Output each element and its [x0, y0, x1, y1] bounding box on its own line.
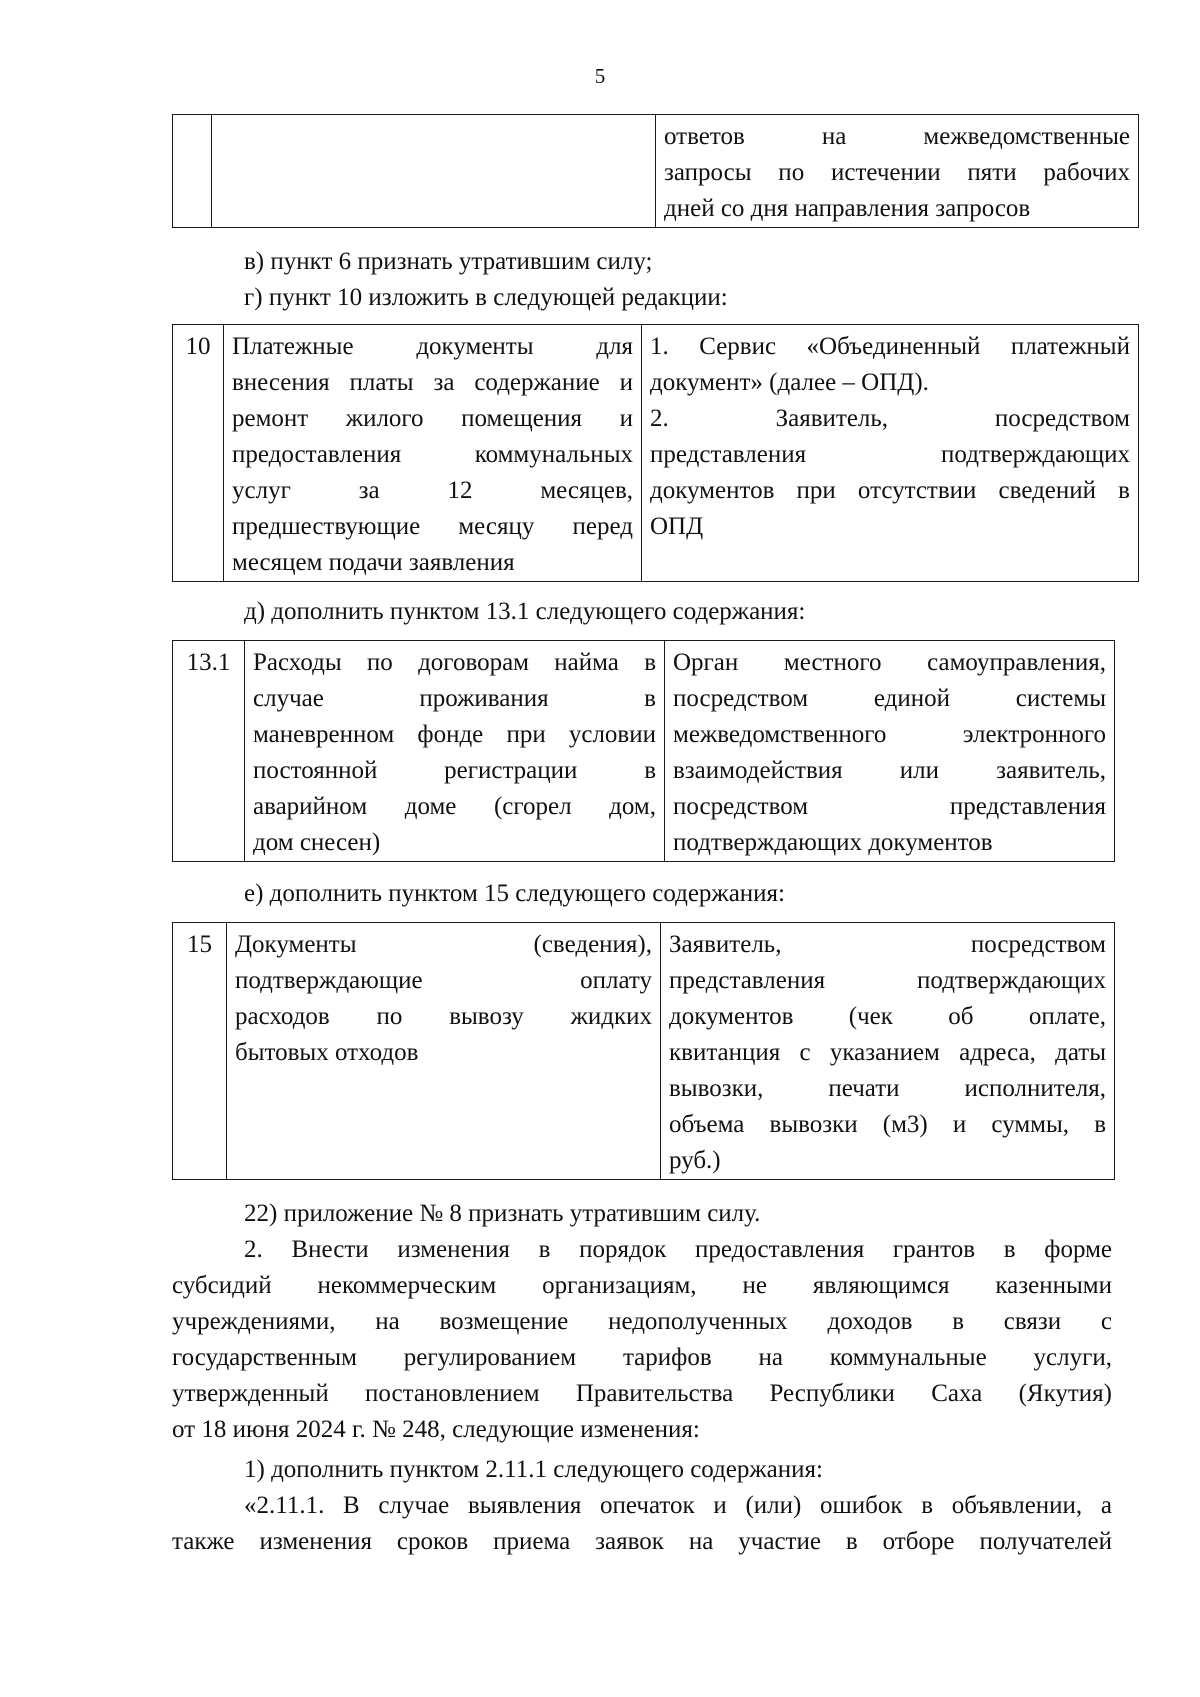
item-source-cell: Орган местного самоуправления, посредством единой системы межведомственного электронного взаимодействия или заявитель, посредством представления подтверждающих документов: [665, 641, 1115, 862]
item-document-cell: Расходы по договорам найма в случае проживания в маневренном фонде при условии постоянной регистрации в аварийном доме (сгорел дом, дом снесен): [245, 641, 665, 862]
item-number: 15: [173, 923, 227, 1180]
paragraph-d: д) дополнить пунктом 13.1 следующего содержания:: [244, 598, 806, 625]
paragraph-1: 1) дополнить пунктом 2.11.1 следующего содержания:: [244, 1456, 823, 1483]
item-source-cell: 1. Сервис «Объединенный платежный документ» (далее – ОПД). 2. Заявитель, посредством представления подтверждающих документов при отсутствии сведений в ОПД: [642, 325, 1139, 582]
table-item-13-1: [172, 640, 1115, 862]
table-cell-source: ответов на межведомственные запросы по истечении пяти рабочих дней со дня направления запросов: [656, 115, 1139, 228]
page-number: 5: [594, 64, 606, 88]
paragraph-2-11-1: «2.11.1. В случае выявления опечаток и (или) ошибок в объявлении, а также изменения сроков приема заявок на участие в отборе получателей: [172, 1492, 1112, 1555]
table-cell-document: [212, 115, 656, 228]
paragraph-e: е) дополнить пунктом 15 следующего содержания:: [244, 880, 785, 907]
item-number: 13.1: [173, 641, 245, 862]
paragraph-2: 2. Внести изменения в порядок предоставления грантов в форме субсидий некоммерческим организациям, не являющимся казенными учреждениями, на возмещение недополученных доходов в связи с государственным регулированием тарифов на коммунальные услуги, утвержденный постановлением Правительства Республики Саха (Якутия) от 18 июня 2024 г. № 248, следующие изменения:: [172, 1236, 1112, 1443]
table-item-10: [172, 324, 1139, 582]
table-item-15: [172, 922, 1115, 1180]
item-source-cell: Заявитель, посредством представления подтверждающих документов (чек об оплате, квитанция с указанием адреса, даты вывозки, печати исполнителя, объема вывозки (м3) и суммы, в руб.): [661, 923, 1115, 1180]
paragraph-g: г) пункт 10 изложить в следующей редакции:: [244, 284, 728, 311]
item-document-cell: Документы (сведения), подтверждающие оплату расходов по вывозу жидких бытовых отходов: [227, 923, 661, 1180]
paragraph-22: 22) приложение № 8 признать утратившим силу.: [244, 1200, 761, 1227]
item-document-cell: Платежные документы для внесения платы за содержание и ремонт жилого помещения и предоставления коммунальных услуг за 12 месяцев, предшествующие месяцу перед месяцем подачи заявления: [224, 325, 642, 582]
table-continuation: [172, 114, 1139, 228]
paragraph-v: в) пункт 6 признать утратившим силу;: [244, 248, 653, 275]
item-number: 10: [173, 325, 224, 582]
table-cell-number: [173, 115, 212, 228]
